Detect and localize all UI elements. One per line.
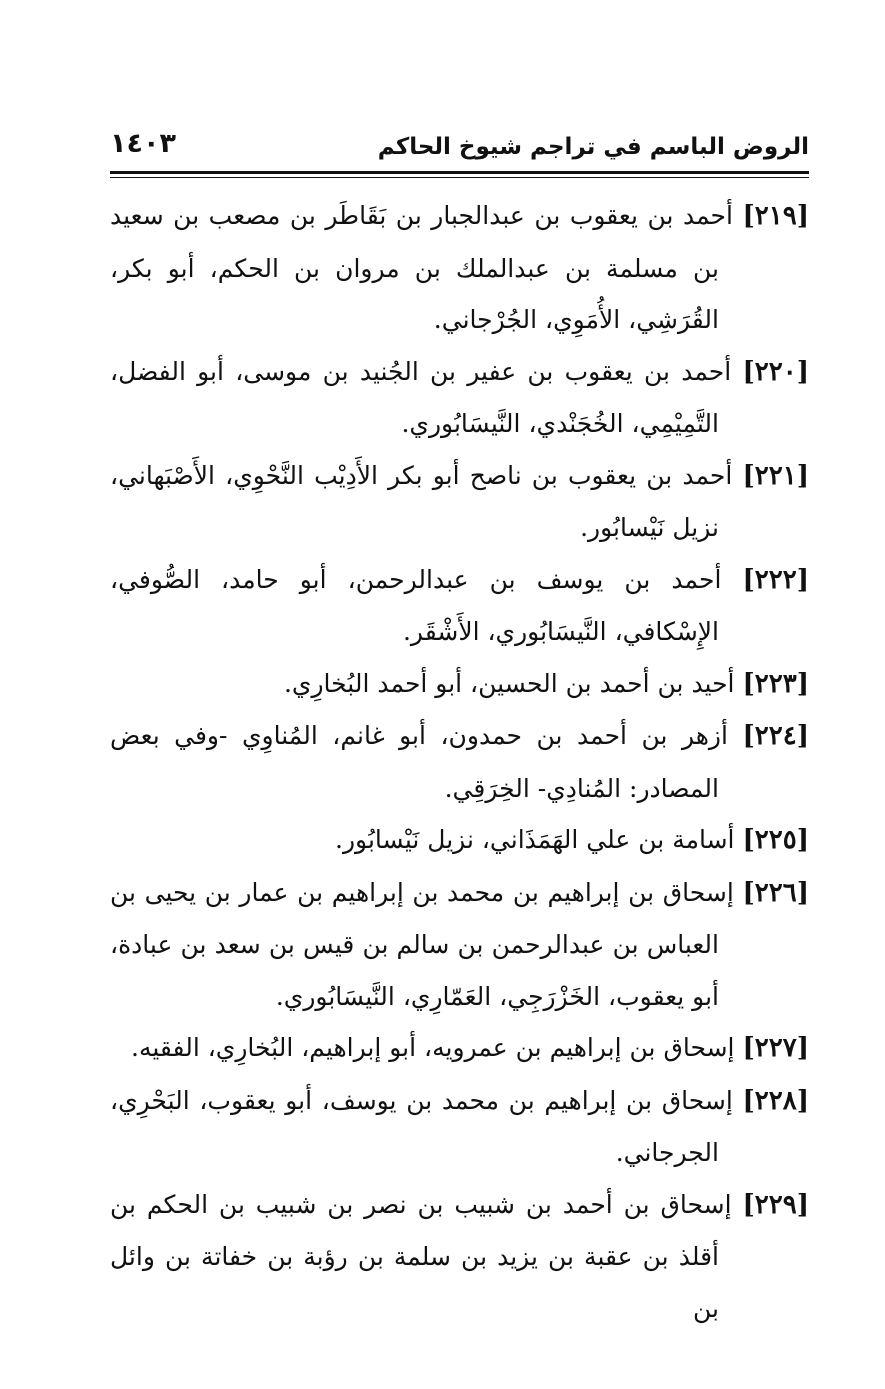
entry-number: [٢٢١] [742, 460, 810, 491]
entry-text: إسحاق بن إبراهيم بن محمد بن يوسف، أبو يعقوب، البَحْرِي، الجرجاني. [110, 1085, 733, 1167]
entry-225 [110, 814, 809, 867]
entry-number: [٢٢٤] [742, 721, 810, 751]
entry-220 [110, 346, 809, 450]
page-number: ١٤٠٣ [110, 128, 176, 159]
entry-text: أحيد بن أحمد بن الحسين، أبو أحمد البُخارِي. [283, 668, 735, 698]
entry-number: [٢٢٦] [742, 877, 809, 908]
entry-text: أحمد بن يعقوب بن عفير بن الجُنيد بن موسى، أبو الفضل، التَّمِيْمِي، الخُجَنْدي، النَّيسَابُوري. [110, 356, 732, 438]
header-rule-thin [110, 177, 809, 178]
entry-text: إسحاق بن أحمد بن شبيب بن نصر بن شبيب بن الحكم بن أقلذ بن عقبة بن يزيد بن سلمة بن رؤبة بن خفاتة بن وائل بن [110, 1189, 732, 1323]
entry-229 [110, 1179, 809, 1335]
entry-228 [110, 1075, 809, 1179]
entry-223 [110, 658, 809, 711]
entry-222 [110, 554, 809, 658]
entry-text: أحمد بن يوسف بن عبدالرحمن، أبو حامد، الصُّوفي، الإِسْكافي، النَّيسَابُوري، الأَشْقَر. [110, 564, 722, 646]
entry-number: [٢٢٥] [742, 825, 809, 855]
entry-224 [110, 710, 809, 814]
entry-text: أسامة بن علي الهَمَذَاني، نزيل نَيْسابُور. [335, 825, 735, 854]
entry-number: [٢١٩] [742, 201, 809, 231]
entry-number: [٢٢٩] [742, 1189, 809, 1220]
entry-number: [٢٢٠] [742, 356, 809, 387]
entry-number: [٢٢٨] [742, 1085, 810, 1116]
entry-number: [٢٢٢] [742, 564, 809, 595]
entry-221 [110, 450, 809, 554]
entry-text: إسحاق بن إبراهيم بن عمرويه، أبو إبراهيم، البُخارِي، الفقيه. [131, 1033, 735, 1062]
entry-226 [110, 867, 809, 1023]
entry-227 [110, 1022, 809, 1075]
book-title: الروض الباسم في تراجم شيوخ الحاكم [377, 134, 809, 160]
entry-text: أزهر بن أحمد بن حمدون، أبو غانم، المُناوِي -وفي بعض المصادر: المُنادِي- الخِرَقِي. [110, 721, 728, 803]
entry-text: أحمد بن يعقوب بن ناصح أبو بكر الأَدِيْب النَّحْوِي، الأَصْبَهاني، نزيل نَيْسابُور. [110, 460, 733, 542]
entry-number: [٢٢٧] [742, 1033, 809, 1063]
header-rule-thick [110, 171, 809, 174]
biography-list [110, 190, 809, 1334]
entry-number: [٢٢٣] [742, 668, 809, 699]
running-header [110, 118, 809, 170]
entry-text: أحمد بن يعقوب بن عبدالجبار بن بَقَاطَر بن مصعب بن سعيد بن مسلمة بن عبدالملك بن مروان بن الحكم، أبو بكر، القُرَشِي، الأُمَوِي، الجُرْجاني. [110, 201, 733, 334]
entry-text: إسحاق بن إبراهيم بن محمد بن إبراهيم بن عمار بن يحيى بن العباس بن عبدالرحمن بن سالم بن قيس بن سعد بن عبادة، أبو يعقوب، الخَزْرَجِي، العَمّارِي، النَّيسَابُوري. [110, 877, 734, 1011]
entry-219 [110, 190, 809, 346]
